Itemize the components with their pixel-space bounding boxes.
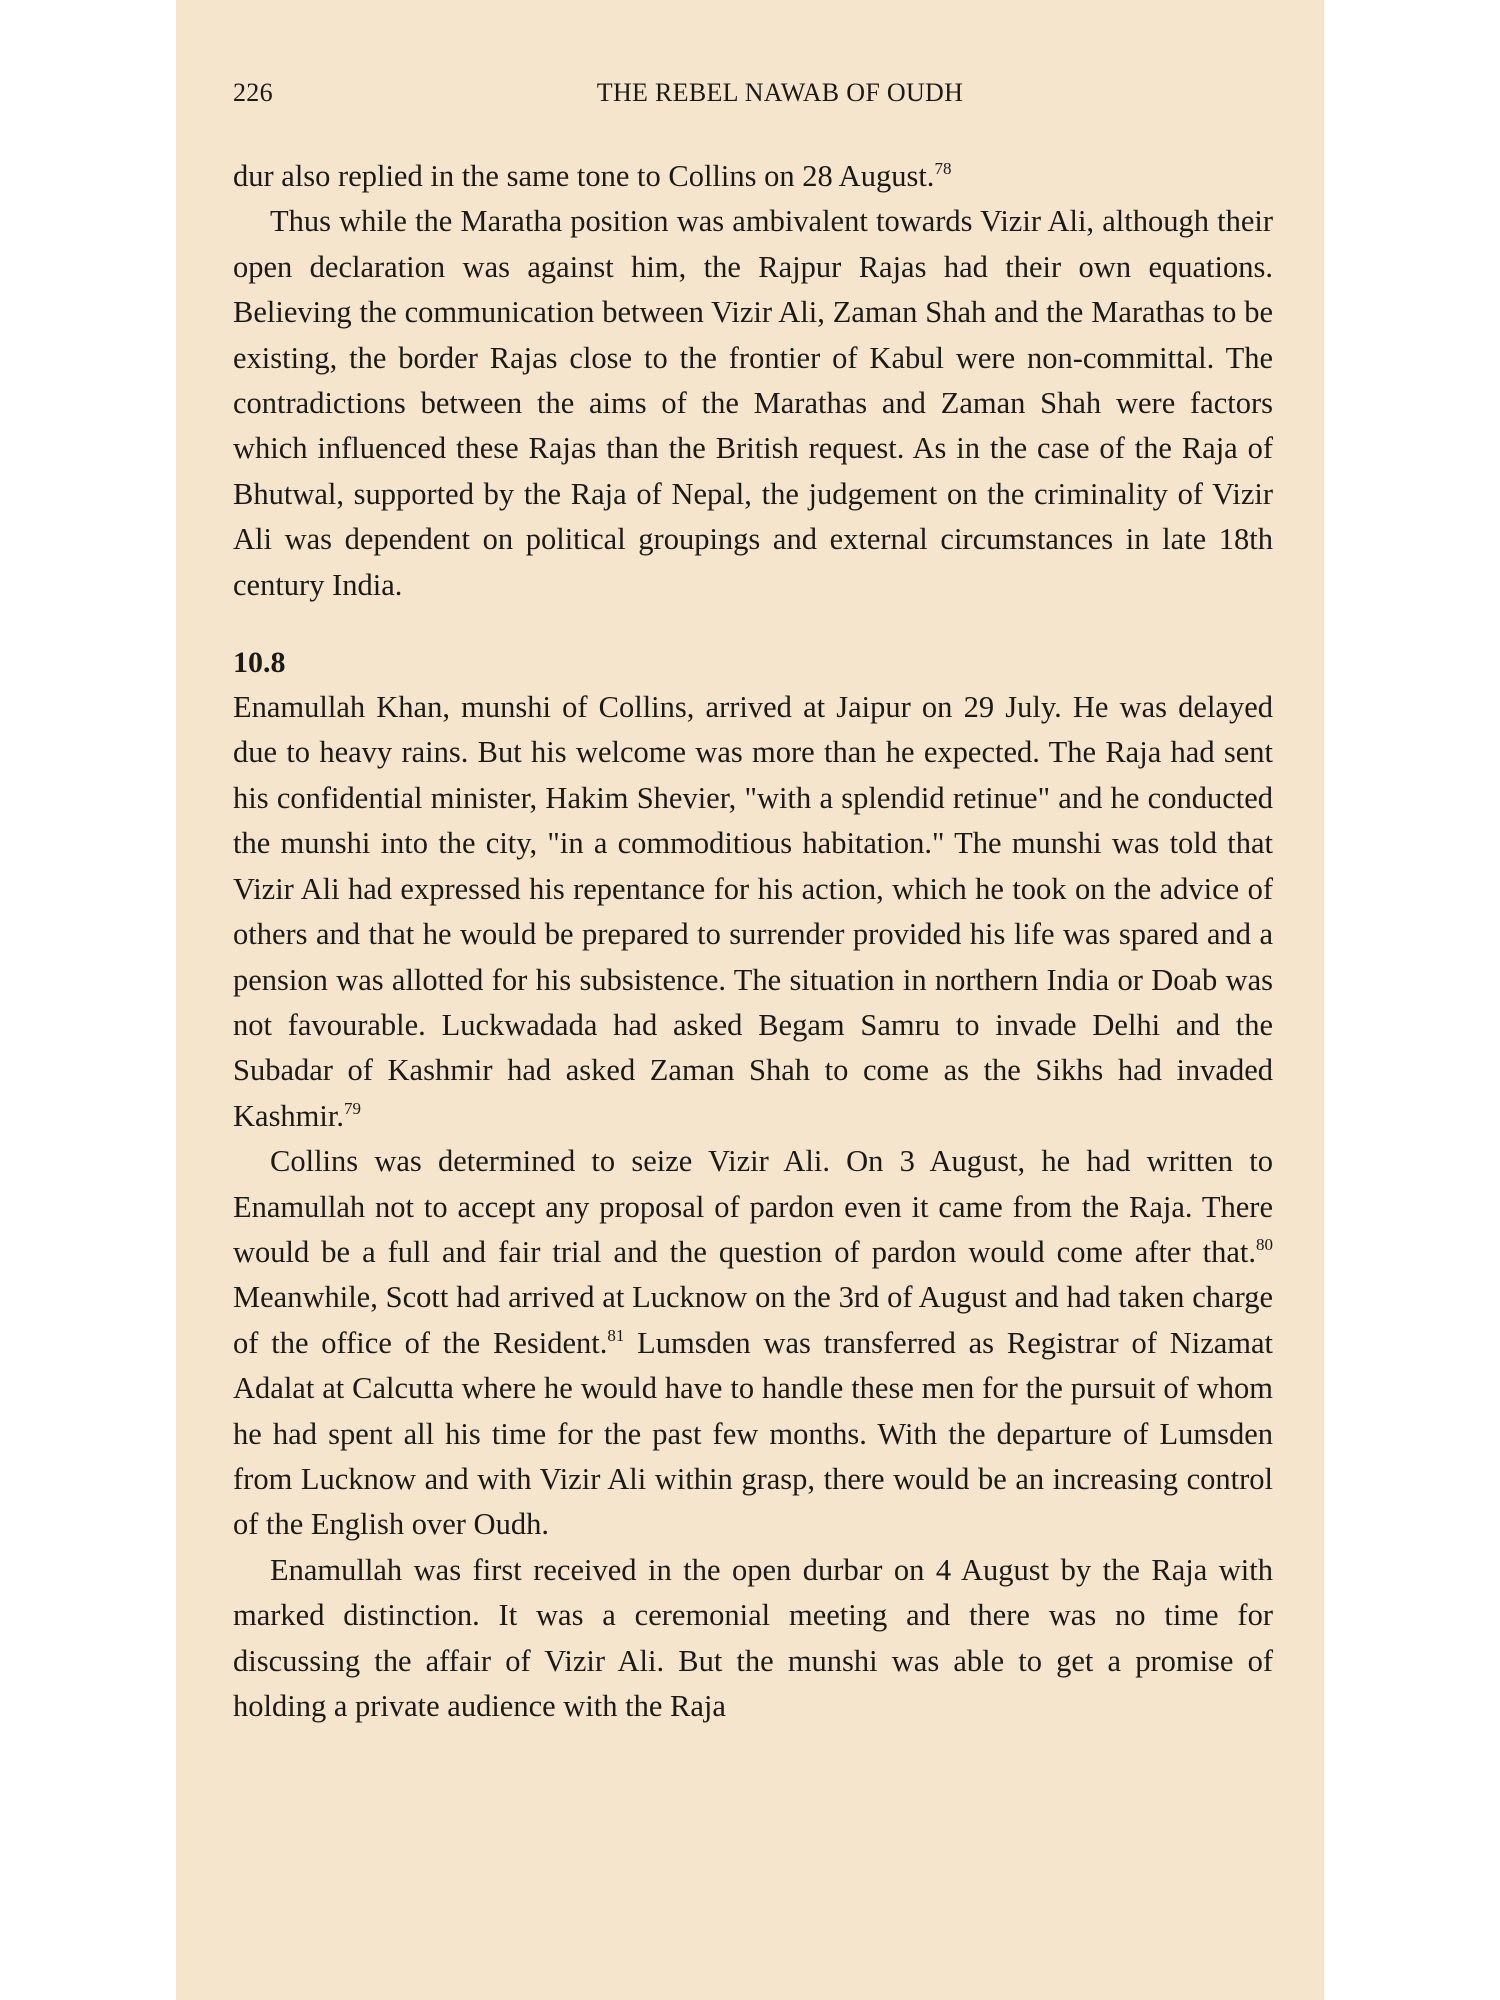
- paragraph-text: Meanwhile, Scott had arrived at Lucknow on the 3rd of August and had taken charge of the office of the Resident.: [233, 1280, 1273, 1360]
- book-page: [176, 0, 1324, 2000]
- footnote-marker: 78: [934, 159, 952, 178]
- paragraph-text: dur also replied in the same tone to Collins on 28 August.: [233, 159, 935, 193]
- footnote-marker: 81: [607, 1325, 625, 1345]
- section-heading: 10.8: [233, 646, 286, 680]
- paragraph: [233, 685, 1273, 1139]
- paragraph: [233, 199, 1273, 608]
- paragraph-text: Enamullah was first received in the open durbar on 4 August by the Raja with marked distinction. It was a ceremonial meeting and there was no time for discussing the affair of Vizir Ali. But the munshi was able to get a promise of holding a private audience with the Raja: [233, 1552, 1273, 1723]
- running-title: THE REBEL NAWAB OF OUDH: [596, 78, 964, 107]
- paragraph-continuation: [233, 154, 1273, 199]
- paragraph-text: Thus while the Maratha position was ambivalent towards Vizir Ali, although their open declaration was against him, the Rajpur Rajas had their own equations. Believing the communication between Vizir Ali, Zaman Shah and the Marathas to be existing, the border Rajas close to the frontier of Kabul were non-committal. The contradictions between the aims of the Marathas and Zaman Shah were factors which influenced these Rajas than the British request. As in the case of the Raja of Bhutwal, supported by the Raja of Nepal, the judgement on the criminality of Vizir Ali was dependent on political groupings and external circumstances in late 18th century India.: [233, 204, 1273, 602]
- page-number: 226: [233, 78, 273, 107]
- paragraph-text: Collins was determined to seize Vizir Ali. On 3 August, he had written to Enamullah not to accept any proposal of pardon even it came from the Raja. There would be a full and fair trial and the question of pardon would come after that.: [233, 1144, 1273, 1269]
- paragraph-text: Lumsden was transferred as Registrar of Nizamat Adalat at Calcutta where he would have to handle these men for the pursuit of whom he had spent all his time for the past few months. With the departure of Lumsden from Lucknow and with Vizir Ali within grasp, there would be an increasing control of the English over Oudh.: [233, 1325, 1273, 1542]
- paragraph: [233, 1548, 1273, 1730]
- body-text: [233, 154, 1273, 1729]
- page-header: [233, 78, 1267, 112]
- footnote-marker: 80: [1256, 1234, 1273, 1254]
- footnote-marker: 79: [343, 1098, 361, 1118]
- paragraph: [233, 1139, 1273, 1548]
- paragraph-text: Enamullah Khan, munshi of Collins, arrived at Jaipur on 29 July. He was delayed due to heavy rains. But his welcome was more than he expected. The Raja had sent his confidential minister, Hakim Shevier, "with a splendid retinue" and he conducted the munshi into the city, "in a commoditious habitation." The munshi was told that Vizir Ali had expressed his repentance for his action, which he took on the advice of others and that he would be prepared to surrender provided his life was spared and a pension was allotted for his subsistence. The situation in northern India or Doab was not favourable. Luckwadada had asked Begam Samru to invade Delhi and the Subadar of Kashmir had asked Zaman Shah to come as the Sikhs had invaded Kashmir.: [233, 690, 1273, 1133]
